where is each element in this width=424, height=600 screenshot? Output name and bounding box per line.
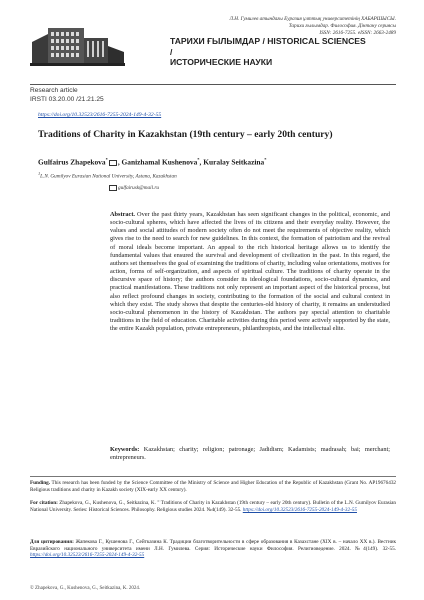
footer-divider [30, 476, 396, 477]
author-1: Gulfairus Zhapekova [38, 157, 106, 167]
keywords-text: Kazakhstan; charity; religion; patronage; Jadidism; Kadamists; madrasah; bai; merchant; entrepreneurs. [110, 446, 390, 462]
journal-name-line: Л.Н. Гумилев атындағы Еуразия ұлттық университетінің ХАБАРШЫСЫ. [229, 16, 396, 22]
copyright: © Zhapekova, G., Kushenova, G., Seitkazina, K. 2024. [30, 586, 141, 591]
article-title: Traditions of Charity in Kazakhstan (19th century – early 20th century) [38, 129, 333, 140]
article-type: Research article [30, 87, 78, 94]
citation-ru [30, 539, 396, 559]
funding-label: Funding. [30, 480, 51, 486]
envelope-icon [109, 185, 117, 191]
journal-series-line: Тарихи ғылымдар. Философия. Дінтану сериясы [288, 23, 396, 29]
citation-ru-text: Жапекова Г., Кушенова Г., Сейтказина К. Традиции благотворительности в сфере образования в Казахстане (XIX в. – начало XX в.). Вестник Евразийского национального университета имени Л.Н. Гумилева. Серия: Исторические науки Философия. Религиоведение. 2024. №4(149). 32-55. [30, 539, 397, 552]
issn-line: ISSN: 2616-7255. eISSN: 2663-2489 [319, 30, 396, 36]
journal-meta [156, 16, 396, 37]
series-title-line-2: ИСТОРИЧЕСКИЕ НАУКИ [170, 57, 273, 67]
citation-doi-link[interactable]: https://doi.org/10.32523/2616-7255-2024-149-4-32-55 [242, 506, 357, 513]
citation-en [30, 500, 396, 513]
article-type-block [30, 87, 104, 104]
citation-ru-doi-link[interactable]: https://doi.org/10.32523/2616-7255-2024-149-4-32-55 [30, 552, 145, 559]
corresponding-email[interactable]: gulfairusk@mail.ru [118, 185, 159, 192]
authors-line: Gulfairus Zhapekova* , Ganizhamal Kushenova*, Kuralay Seitkazina* [38, 157, 267, 167]
citation-label: For citation: [30, 500, 58, 506]
affiliation: $^1$L.N. Gumilyov Eurasian National University, Astana, Kazakhstan [38, 171, 177, 180]
author-3: Kuralay Seitkazina [203, 157, 265, 167]
abstract-label: Abstract. [110, 211, 136, 218]
irsti-code: IRSTI 03.20.00 /21.21.25 [30, 95, 104, 103]
series-title-line-1: ТАРИХИ ҒЫЛЫМДАР / HISTORICAL SCIENCES / [170, 36, 366, 57]
funding-note [30, 480, 396, 493]
abstract [110, 211, 390, 333]
keywords [110, 446, 390, 462]
university-building-logo [30, 14, 125, 66]
email-line [108, 185, 159, 191]
author-2: Ganizhamal Kushenova [121, 157, 198, 167]
header-divider [30, 84, 396, 85]
envelope-icon [109, 160, 117, 166]
citation-text: Zhapekova, G., Kushenova, G., Seitkazina, K. " Traditions of Charity in Kazakhstan (19th century – early 20th century). Bulletin of the L.N. Gumilyov Eurasian National University. Series: Historical Sciences. Philosophy. Religious studies 2024. №4(149). 32-55. [30, 500, 396, 513]
keywords-label: Keywords: [110, 446, 140, 453]
abstract-text: Over the past thirty years, Kazakhstan has seen significant changes in the political, economic, and socio-cultural spheres, which have affected the lives of its citizens and their everyday reality. However, the values and social attitudes of modern society often do not meet the requirements of objective reality, which gives rise to the need to search for new guidelines. In this context, the formation of patriotism and the revival of moral ideals become important. An appeal to the rich historical heritage allows us to identify the fundamental values that ensured the survival and development of civilization in the past. In this regard, the authors set themselves the goal of examining the traditions of charity, including value orientations, motives for action, forms of self-organization, and aspects of spiritual culture. The traditions of charity operate in the discursive space of history; the authors consider its ideological foundations, socio-cultural dynamics, and practical manifestations. These traditions not only represent an important aspect of the historical process, but also reflect profound changes in society, contributing to the formation of the social and cultural context in which they exist. The study shows that despite the centuries-old history of charity, it remains an understudied socio-cultural phenomenon in the history of Kazakhstan. The authors pay special attention to charitable traditions in the field of education. Charitable activities during this period were actively supported by the state, the entire Kazakh population, private entrepreneurs, philanthropists, and the intellectual elite. [110, 211, 390, 333]
funding-text: This research has been funded by the Science Committee of the Ministry of Science and Higher Education of the Republic of Kazakhstan (Grant No. AP19676432 Religious traditions and charity in Kazakh society (XIX-early XX century). [30, 480, 397, 493]
series-title [170, 36, 370, 68]
citation-ru-label: Для цитирования: [30, 539, 74, 545]
doi-link[interactable]: https://doi.org/10.32523/2616-7255-2024-149-4-32-55 [38, 112, 162, 118]
